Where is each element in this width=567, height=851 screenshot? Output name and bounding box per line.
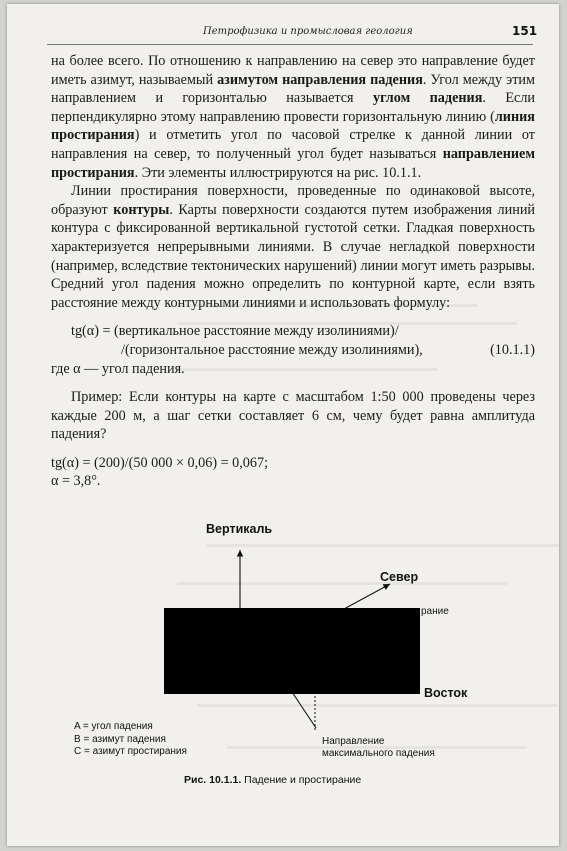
- figure-caption: [184, 774, 361, 786]
- label-east: Восток: [424, 686, 468, 700]
- formula-number: (10.1.1): [490, 341, 535, 358]
- figure-dip-strike: [60, 522, 520, 757]
- term-dip-angle: углом падения: [372, 90, 483, 107]
- label-max-dip: Направление максимального падения: [322, 736, 435, 759]
- max-dip-line: [292, 692, 316, 728]
- term-strike-direction: направлением простирания: [51, 145, 535, 181]
- legend-item: B = азимут падения: [74, 733, 166, 745]
- page-number: 151: [512, 24, 538, 38]
- running-title: Петрофизика и промысловая геология: [203, 26, 413, 37]
- formula-line-1: tg(α) = (вертикальное расстояние между изолиниями)/: [71, 323, 399, 340]
- formula-line-2: /(горизонтальное расстояние между изолиниями),: [121, 341, 423, 358]
- where-text: где α — угол падения.: [51, 360, 185, 377]
- term-strike-line: линия простирания: [51, 108, 535, 144]
- paragraph-1: на более всего. По отношению к направлению на север это направление будет иметь азимут, называемый азимутом направления падения. Угол между этим направлением и горизонталью называется углом падения. Если перпендикулярно этому направлению провести горизонтальную линию (линия простирания) и отметить угол по часовой стрелке к данной линии от направления на север, то полученный угол будет называться направлением простирания. Эти элементы иллюстрируются на рис. 10.1.1.: [51, 53, 535, 181]
- example-paragraph: Пример: Если контуры на карте с масштабом 1:50 000 проведены через каждые 200 м, а шаг сетки составляет 6 см, чему будет равна амплитуда падения?: [51, 389, 535, 443]
- term-contours: контуры: [113, 201, 170, 218]
- paragraph-2: Линии простирания поверхности, проведенные по одинаковой высоте, образуют контуры. Карты поверхности создаются путем изображения линий контура с фиксированной вертикальной густотой сетки. Гладкая поверхность характеризуется непрерывными линиями. В случае негладкой поверхности (например, вследствие тектонических нарушений) линии могут иметь разрывы. Средний угол падения можно определить по контурной карте, если взять расстояние между контурными линиями и использовать формулу:: [51, 183, 535, 311]
- redacted-block: [164, 608, 420, 694]
- label-partial: рание: [421, 606, 449, 617]
- legend-item: C = азимут простирания: [74, 746, 187, 757]
- formula-10-1-1: [71, 322, 535, 359]
- caption-number: Рис. 10.1.1.: [184, 774, 242, 786]
- calc-line-2: α = 3,8°.: [51, 473, 101, 490]
- label-vertical: Вертикаль: [206, 522, 273, 536]
- legend-item: A = угол падения: [74, 721, 153, 732]
- body-text: [51, 52, 535, 491]
- caption-text: Падение и простирание: [241, 774, 362, 786]
- label-north: Север: [380, 570, 419, 584]
- header-rule: [47, 44, 533, 45]
- term-dip-azimuth: азимутом направления падения: [217, 71, 423, 88]
- legend: [74, 721, 187, 759]
- calc-line-1: tg(α) = (200)/(50 000 × 0,06) = 0,067;: [51, 454, 269, 471]
